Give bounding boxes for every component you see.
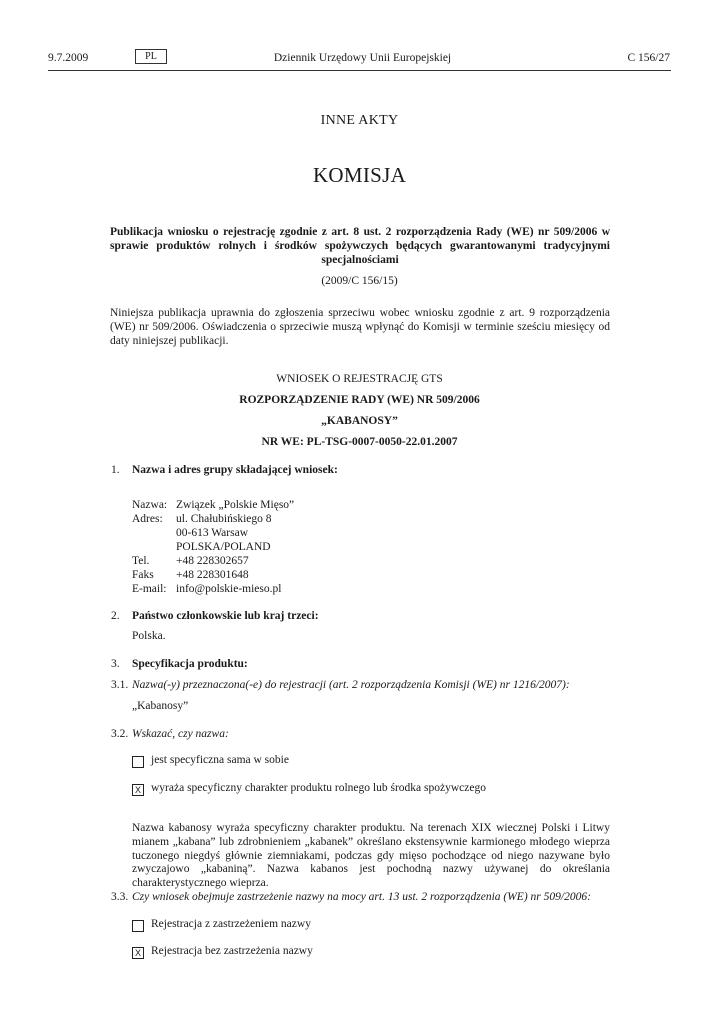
section-3-2-number: 3.2. [111, 728, 129, 740]
section-3-heading: Specyfikacja produktu: [132, 658, 248, 670]
section-1-heading: Nazwa i adres grupy składającej wniosek: [132, 464, 338, 476]
tel-value: +48 228302657 [176, 555, 249, 567]
address-line-3: POLSKA/POLAND [176, 541, 271, 553]
section-heading: INNE AKTY [320, 113, 399, 128]
product-heading: „KABANOSY” [321, 415, 398, 427]
section-3-1-value: „Kabanosy” [132, 700, 189, 712]
option-no-reservation-label: Rejestracja bez zastrzeżenia nazwy [151, 945, 313, 957]
fax-label: Faks [132, 569, 154, 581]
tel-label: Tel. [132, 555, 150, 567]
section-3-2-heading: Wskazać, czy nazwa: [132, 728, 229, 740]
fax-value: +48 228301648 [176, 569, 249, 581]
application-number: NR WE: PL-TSG-0007-0050-22.01.2007 [261, 436, 458, 448]
option-specific-character-checkbox[interactable]: X [132, 784, 144, 796]
option-reservation-label: Rejestracja z zastrzeżeniem nazwy [151, 918, 311, 930]
section-3-number: 3. [111, 658, 120, 670]
journal-title: Dziennik Urzędowy Unii Europejskiej [273, 52, 452, 64]
header-date: 9.7.2009 [48, 52, 89, 64]
document-title: Publikacja wniosku o rejestrację zgodnie z art. 8 ust. 2 rozporządzenia Rady (WE) nr 509/2006 w sprawie produktów rolnych i środków spożywczych będących gwarantowanymi tradycyjnymi specjalnościami [110, 226, 610, 266]
option-specific-name-checkbox[interactable] [132, 756, 144, 768]
regulation-heading: ROZPORZĄDZENIE RADY (WE) NR 509/2006 [239, 394, 480, 406]
address-line-2: 00-613 Warsaw [176, 527, 248, 539]
email-label: E-mail: [132, 583, 167, 595]
header-rule [48, 70, 671, 71]
address-line-1: ul. Chałubińskiego 8 [176, 513, 272, 525]
option-specific-character-label: wyraża specyficzny charakter produktu rolnego lub środka spożywczego [151, 782, 486, 794]
section-2-number: 2. [111, 610, 120, 622]
institution-heading: KOMISJA [312, 163, 407, 187]
name-description-paragraph: Nazwa kabanosy wyraża specyficzny charakter produktu. Na terenach XIX wiecznej Polski i Litwy mianem „kabana” lub zdrobnieniem „kabanek” określano ekstensywnie karmionego młodego wieprza tuczonego niegdyś głównie ziemniakami, podczas gdy mięso pochodzące od niego nazywane było zwyczajowo „kabaniną”. Nazwa kabanos jest pochodną nazwy używanej do określania charakterystycznego wieprza. [132, 822, 610, 890]
name-value: Związek „Polskie Mięso” [176, 499, 295, 511]
option-reservation-checkbox[interactable] [132, 920, 144, 932]
section-2-heading: Państwo członkowskie lub kraj trzeci: [132, 610, 319, 622]
section-1-number: 1. [111, 464, 120, 476]
address-label: Adres: [132, 513, 163, 525]
application-title: WNIOSEK O REJESTRACJĘ GTS [276, 373, 443, 385]
name-label: Nazwa: [132, 499, 168, 511]
section-3-1-number: 3.1. [111, 679, 129, 691]
intro-paragraph: Niniejsza publikacja uprawnia do zgłoszenia sprzeciwu wobec wniosku zgodnie z art. 9 rozporządzenia (WE) nr 509/2006. Oświadczenia o sprzeciwie muszą wpłynąć do Komisji w terminie sześciu miesięcy od daty niniejszej publikacji. [110, 307, 610, 347]
section-3-3-heading: Czy wniosek obejmuje zastrzeżenie nazwy na mocy art. 13 ust. 2 rozporządzenia (WE) nr 509/2006: [132, 891, 591, 903]
publication-reference: (2009/C 156/15) [321, 275, 398, 287]
option-no-reservation-checkbox[interactable]: X [132, 947, 144, 959]
section-3-3-number: 3.3. [111, 891, 129, 903]
section-2-value: Polska. [132, 630, 166, 642]
section-3-1-heading: Nazwa(-y) przeznaczona(-e) do rejestracji (art. 2 rozporządzenia Komisji (WE) nr 1216/2007): [132, 679, 570, 691]
email-value: info@polskie-mieso.pl [176, 583, 282, 595]
option-specific-name-label: jest specyficzna sama w sobie [151, 754, 289, 766]
language-badge: PL [135, 49, 167, 64]
journal-reference: C 156/27 [627, 52, 670, 64]
